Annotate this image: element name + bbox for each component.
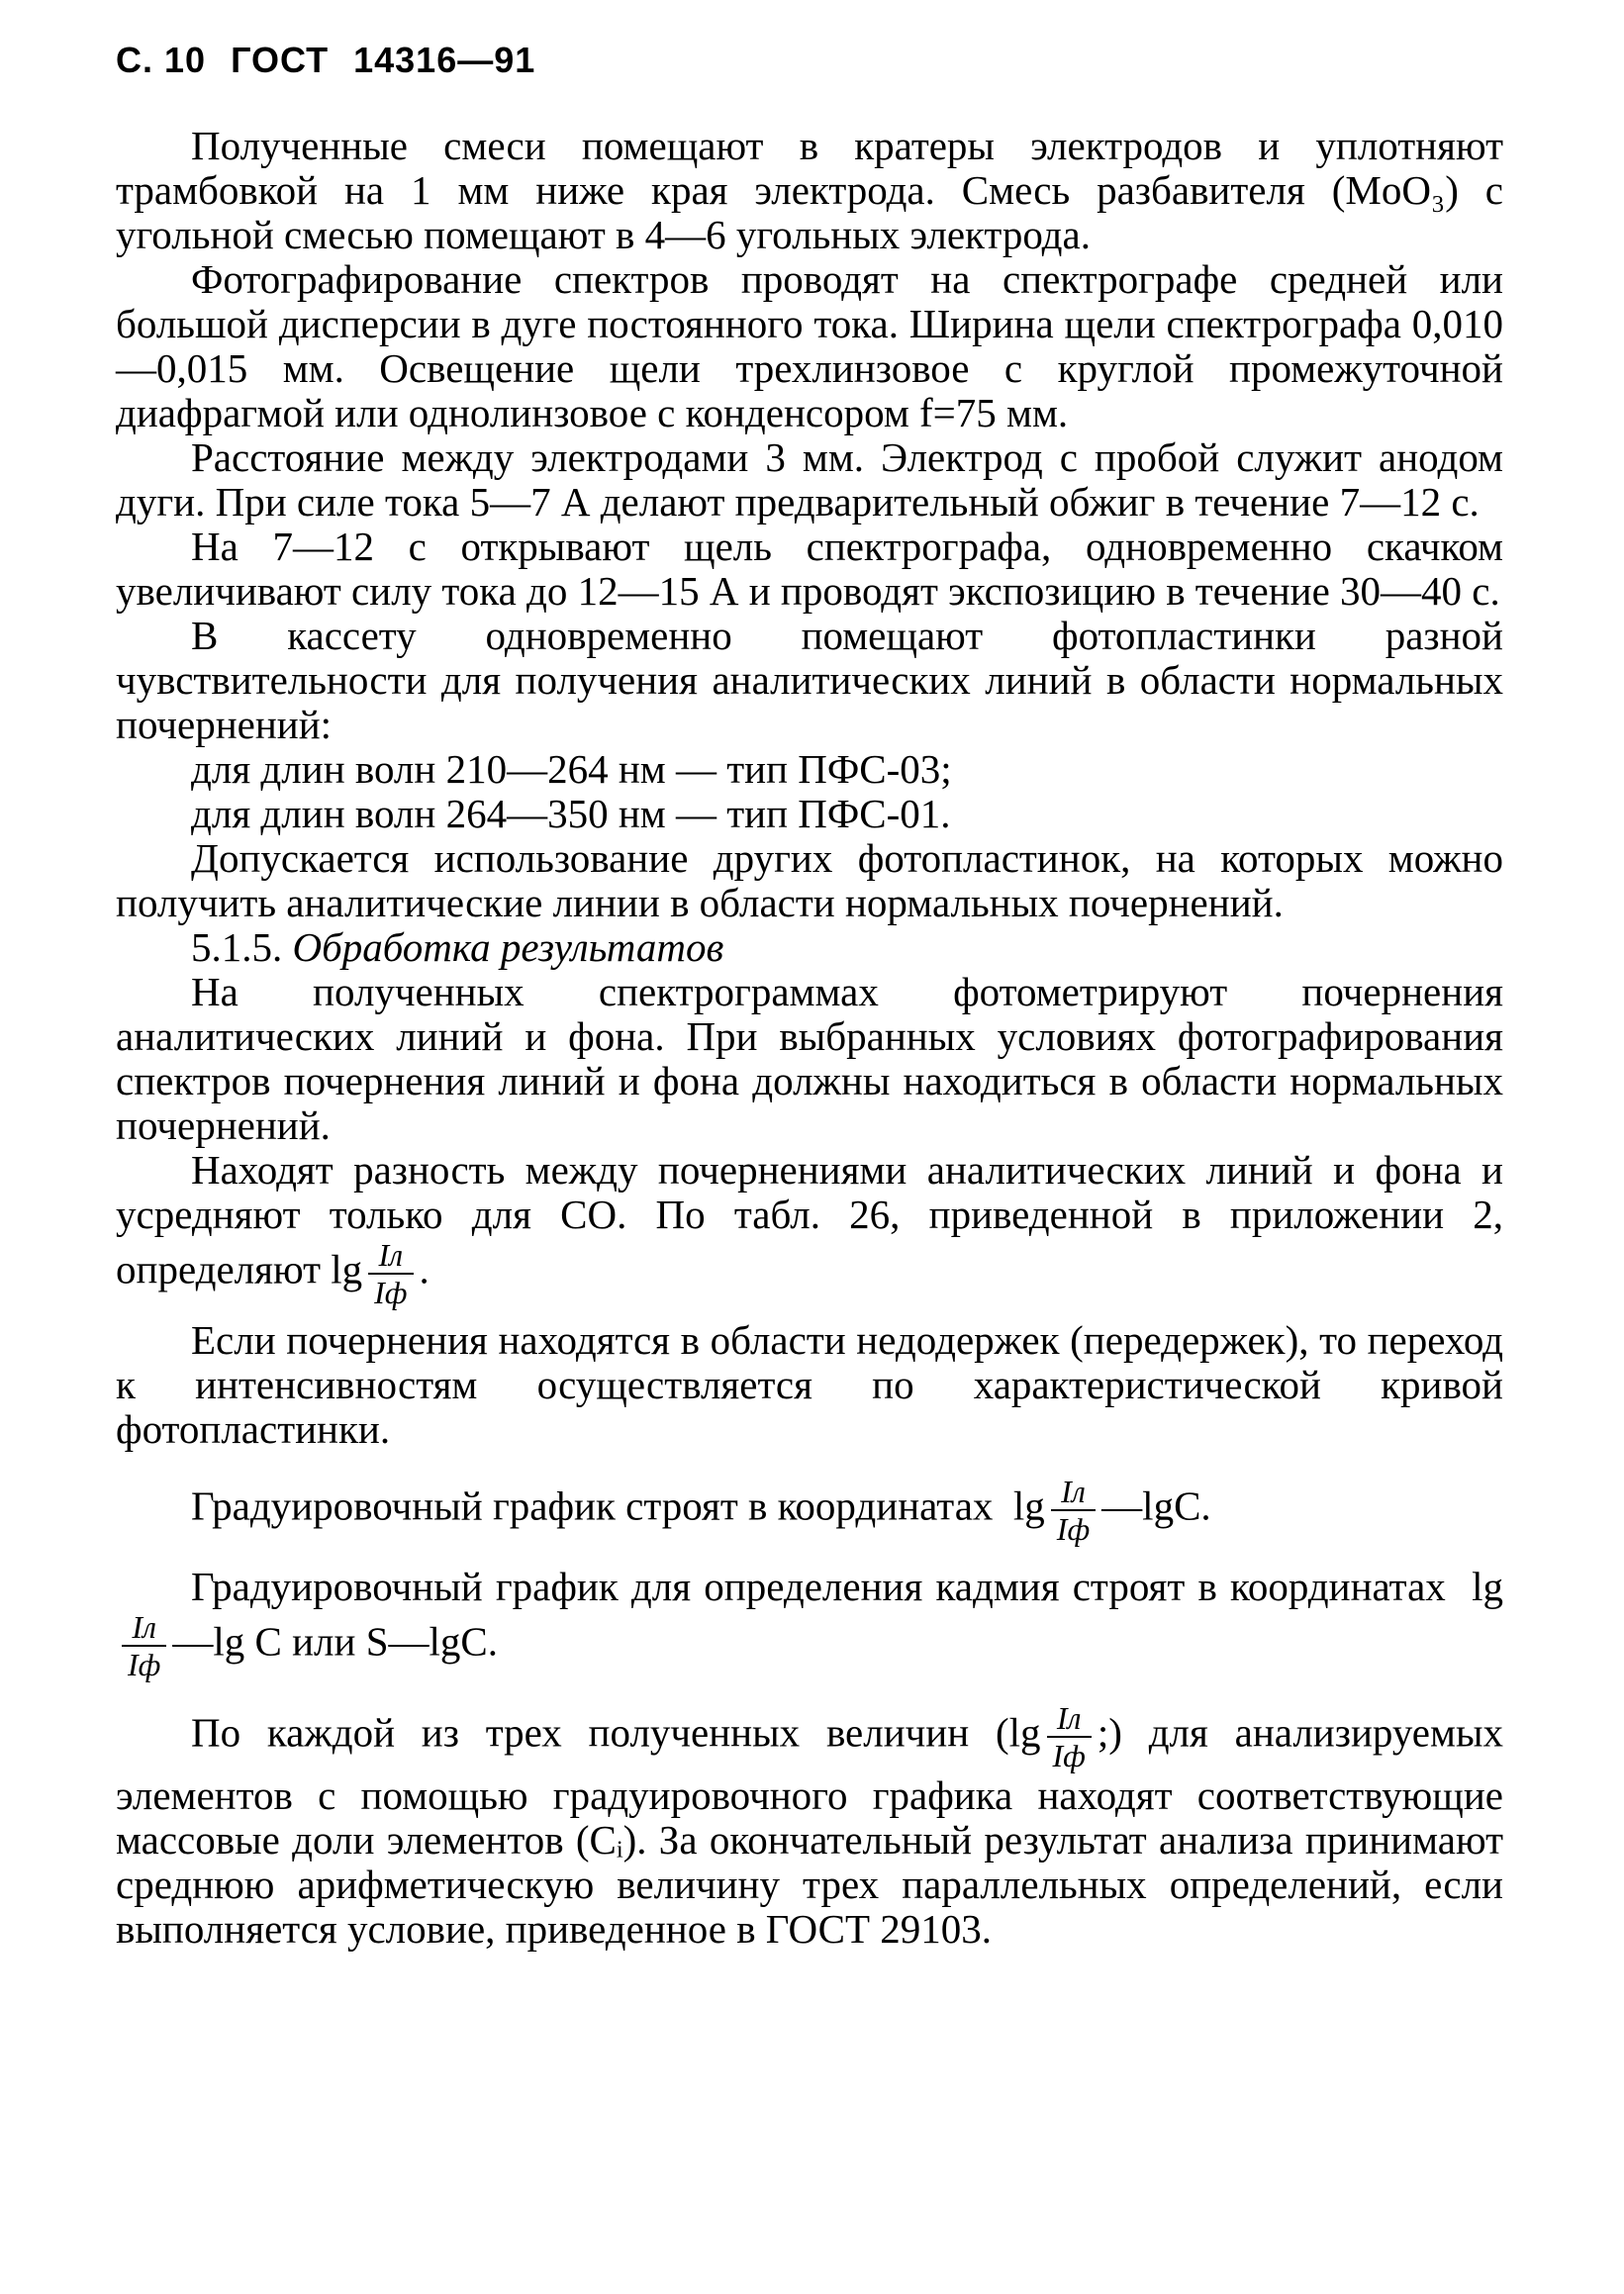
standard-number: 14316—91 [353,40,536,80]
paragraph-text: Градуировочный график строят в координатах [191,1482,994,1529]
formula-paragraph [116,1565,1503,1682]
paragraph-text: ;) для анализируемых элементов с помощью градуировочного графика находят соответствующие массовые доли элементов (Cᵢ). За окончательный результат анализа принимают среднюю арифметическую величину трех параллельных определений, если выполняется условие, приведенное в ГОСТ 29103. [116,1709,1503,1952]
section-number: 5.1.5. [191,924,283,970]
standard-label: ГОСТ [231,40,330,80]
formula-tail: —lg C или S—lgC. [172,1618,498,1665]
paragraph: На полученных спектрограммах фотометрируют почернения аналитических линий и фона. При выбранных условиях фотографирования спектров почернения линий и фона должны находиться в области нормальных почернений. [116,969,1503,1148]
fraction-numerator: Iл [368,1237,413,1275]
paragraph-text: Находят разность между почернениями аналитических линий и фона и усредняют только для СО. По табл. 26, приведенной в приложении 2, определяют lg [116,1147,1503,1292]
intensity-fraction [1047,1700,1092,1773]
list-item: для длин волн 264—350 нм — тип ПФС-01. [191,791,951,836]
section-title: Обработка результатов [292,924,724,970]
paragraph: Если почернения находятся в области недодержек (передержек), то переход к интенсивностям осуществляется по характеристической кривой фотопластинки. [116,1317,1503,1452]
fraction-numerator: Iл [1051,1474,1096,1511]
formula-paragraph [116,1474,1503,1547]
paragraph: Фотографирование спектров проводят на спектрографе средней или большой дисперсии в дуге постоянного тока. Ширина щели спектрографа 0,010—0,015 мм. Освещение щели трехлинзовое с круглой промежуточной диафрагмой или однолинзовое с конденсором f=75 мм. [116,256,1503,435]
fraction-numerator: Iл [122,1609,166,1647]
formula-paragraph [116,1700,1503,1952]
formula-lg: lg [1472,1564,1504,1609]
formula-lg: lg [1012,1482,1045,1529]
section-heading [116,925,1503,970]
intensity-fraction [122,1609,166,1682]
fraction-denominator: Iф [374,1275,408,1310]
paragraph: Расстояние между электродами 3 мм. Электрод с пробой служит анодом дуги. При силе тока 5—7 А делают предварительный обжиг в течение 7—12 с. [116,434,1503,525]
page-header [116,40,549,81]
formula-tail: —lgC. [1101,1482,1211,1529]
intensity-fraction [1051,1474,1096,1547]
paragraph: Полученные смеси помещают в кратеры электродов и уплотняют трамбовкой на 1 мм ниже края электрода. Смесь разбавителя (MoO₃) с угольной смесью помещают в 4—6 угольных электрода. [116,123,1503,257]
paragraph-text: По каждой из трех полученных величин (lg [191,1709,1041,1756]
fraction-denominator: Iф [1052,1738,1086,1773]
paragraph-text: . [419,1246,430,1292]
paragraph [116,1148,1503,1310]
fraction-denominator: Iф [1056,1511,1091,1547]
paragraph: Допускается использование других фотопластинок, на которых можно получить аналитические линии в области нормальных почернений. [116,835,1503,925]
fraction-numerator: Iл [1047,1700,1092,1738]
fraction-denominator: Iф [128,1647,161,1682]
list-item: для длин волн 210—264 нм — тип ПФС-03; [191,746,952,792]
page-number: С. 10 [116,40,207,80]
document-body [116,124,1503,1952]
paragraph-text: Градуировочный график для определения кадмия строят в координатах [191,1564,1446,1609]
intensity-fraction [368,1237,413,1310]
paragraph: На 7—12 с открывают щель спектрографа, одновременно скачком увеличивают силу тока до 12—15 А и проводят экспозицию в течение 30—40 с. [116,524,1503,614]
paragraph: В кассету одновременно помещают фотопластинки разной чувствительности для получения аналитических линий в области нормальных почернений: [116,613,1503,747]
